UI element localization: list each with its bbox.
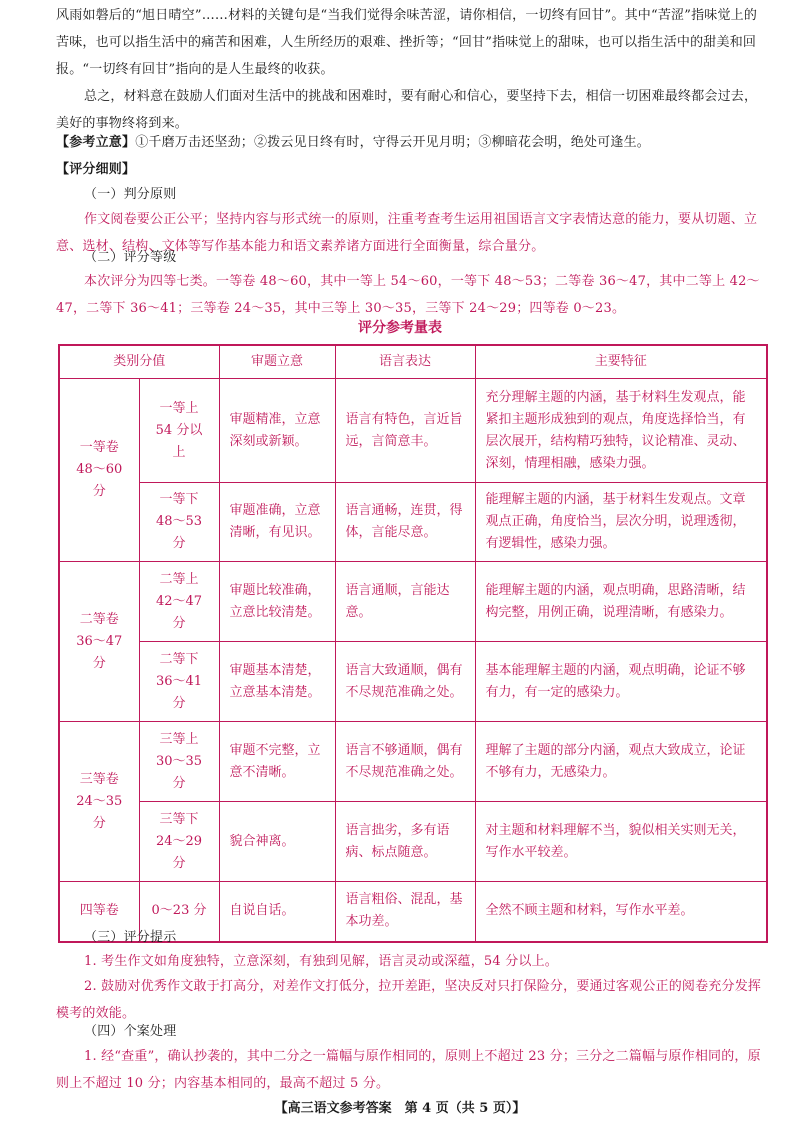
subgrade-score: 54 分以上: [155, 422, 203, 460]
cases-item: 1. 经“查重”，确认抄袭的，其中二分之一篇幅与原作相同的，原则上不超过 23 分；三分之二篇幅与原作相同的，原则上不超过 10 分；内容基本相同的，最高不超过 5 分。: [56, 1049, 761, 1091]
scoring-table: [58, 344, 768, 943]
table-row: [59, 379, 767, 483]
feature-cell: 能理解主题的内涵，基于材料生发观点。文章观点正确，角度恰当，层次分明，说理透彻，有逻辑性，感染力强。: [475, 483, 767, 562]
language-cell: 语言通顺，言能达意。: [335, 562, 475, 642]
tips-item: 2. 鼓励对优秀作文敢于打高分，对差作文打低分，拉开差距，坚决反对只打保险分，要通过客观公正的阅卷充分发挥模考的效能。: [56, 979, 762, 1021]
subgrade-cell: [139, 379, 219, 483]
group-name: 四等卷: [59, 882, 139, 942]
subgrade-score: 24～29 分: [155, 833, 203, 871]
group-name: 三等卷: [79, 771, 119, 787]
feature-cell: 对主题和材料理解不当，貌似相关实则无关，写作水平较差。: [475, 802, 767, 882]
cases-heading: （四）个案处理: [84, 1024, 177, 1039]
theme-cell: 自说自话。: [219, 882, 335, 942]
grades-text: 本次评分为四等七类。一等卷 48～60，其中一等上 54～60，一等下 48～53；二等卷 36～47，其中二等上 42～47，二等下 36～41；三等卷 24～35，其中三等上 30～35，三等下 24～29；四等卷 0～23。: [56, 274, 760, 316]
subgrade-cell: [139, 642, 219, 722]
subgrade-cell: [139, 722, 219, 802]
header-category: 类别分值: [59, 345, 219, 379]
subgrade-name: 三等上: [159, 731, 199, 747]
group-score: 0～23 分: [139, 882, 219, 942]
group-name: 一等卷: [79, 440, 119, 455]
subgrade-cell: [139, 483, 219, 562]
principles-text: 作文阅卷要公正公平；坚持内容与形式统一的原则，注重考查考生运用祖国语言文字表情达意的能力，要从切题、立意、选材、结构、文体等写作基本能力和语文素养诸方面进行全面衡量，综合量分。: [56, 212, 758, 254]
tips-heading: （三）评分提示: [84, 930, 177, 945]
group-range: 24～35 分: [76, 793, 123, 831]
reference-label: 【参考立意】: [56, 135, 136, 150]
table-row: [59, 562, 767, 642]
subgrade-score: 30～35 分: [155, 753, 203, 791]
subgrade-score: 48～53 分: [155, 514, 203, 551]
subgrade-name: 一等上: [159, 400, 199, 416]
group-range: 36～47 分: [76, 633, 123, 671]
language-cell: 语言大致通顺，偶有不尽规范准确之处。: [335, 642, 475, 722]
principles-heading: （一）判分原则: [84, 187, 177, 202]
theme-cell: 审题基本清楚，立意基本清楚。: [219, 642, 335, 722]
language-cell: 语言有特色，言近旨远，言简意丰。: [335, 379, 475, 483]
table-header-row: [59, 345, 767, 379]
feature-cell: 理解了主题的部分内涵，观点大致成立，论证不够有力，无感染力。: [475, 722, 767, 802]
table-row: [59, 802, 767, 882]
group-cell: [59, 722, 139, 882]
feature-cell: 充分理解主题的内涵，基于材料生发观点，能紧扣主题形成独到的观点，角度选择恰当，有层次展开，结构精巧独特，议论精准、灵动、深刻，情理相融，感染力强。: [475, 379, 767, 483]
intro-paragraph-1: 风雨如磐后的“旭日晴空”……材料的关键句是“当我们觉得余味苦涩，请你相信，一切终有回甘”。其中“苦涩”指味觉上的苦味，也可以指生活中的痛苦和困难，人生所经历的艰难、挫折等；“回甘”指味觉上的甜味，也可以指生活中的甜美和回报。“一切终有回甘”指向的是人生最终的收获。: [56, 8, 758, 77]
language-cell: 语言拙劣，多有语病、标点随意。: [335, 802, 475, 882]
table-title: 评分参考量表: [358, 320, 442, 336]
subgrade-score: 36～41 分: [155, 673, 203, 711]
table-row: [59, 722, 767, 802]
feature-cell: 基本能理解主题的内涵，观点明确，论证不够有力，有一定的感染力。: [475, 642, 767, 722]
subgrade-score: 42～47 分: [155, 593, 203, 631]
theme-cell: 审题不完整，立意不清晰。: [219, 722, 335, 802]
subgrade-cell: [139, 562, 219, 642]
intro-paragraph-2: 总之，材料意在鼓励人们面对生活中的挑战和困难时，要有耐心和信心，要坚持下去，相信一切困难最终都会过去，美好的事物终将到来。: [56, 89, 758, 131]
tips-item: 1. 考生作文如角度独特，立意深刻，有独到见解，语言灵动或深蕴，54 分以上。: [84, 954, 559, 969]
theme-cell: 貌合神离。: [219, 802, 335, 882]
language-cell: 语言粗俗、混乱，基本功差。: [335, 882, 475, 942]
header-theme: 审题立意: [219, 345, 335, 379]
theme-cell: 审题精准，立意深刻或新颖。: [219, 379, 335, 483]
page-footer: 【高三语文参考答案 第 4 页（共 5 页）】: [274, 1101, 526, 1116]
details-label: 【评分细则】: [56, 162, 136, 177]
table-row: [59, 483, 767, 562]
language-cell: 语言通畅，连贯，得体，言能尽意。: [335, 483, 475, 562]
reference-line: [56, 129, 768, 156]
group-name: 二等卷: [79, 611, 119, 627]
theme-cell: 审题准确，立意清晰，有见识。: [219, 483, 335, 562]
grades-heading: （二）评分等级: [84, 250, 177, 265]
subgrade-name: 二等下: [159, 651, 199, 667]
group-range: 48～60 分: [76, 462, 123, 499]
group-cell: [59, 562, 139, 722]
subgrade-name: 一等下: [159, 492, 199, 507]
header-features: 主要特征: [475, 345, 767, 379]
theme-cell: 审题比较准确，立意比较清楚。: [219, 562, 335, 642]
feature-cell: 能理解主题的内涵，观点明确，思路清晰，结构完整，用例正确，说理清晰，有感染力。: [475, 562, 767, 642]
header-language: 语言表达: [335, 345, 475, 379]
table-row: [59, 642, 767, 722]
subgrade-cell: [139, 802, 219, 882]
subgrade-name: 三等下: [159, 811, 199, 827]
subgrade-name: 二等上: [159, 571, 199, 587]
group-cell: [59, 379, 139, 562]
reference-text: ①千磨万击还坚劲；②拨云见日终有时，守得云开见月明；③柳暗花会明，绝处可逢生。: [135, 135, 651, 150]
language-cell: 语言不够通顺，偶有不尽规范准确之处。: [335, 722, 475, 802]
feature-cell: 全然不顾主题和材料，写作水平差。: [475, 882, 767, 942]
